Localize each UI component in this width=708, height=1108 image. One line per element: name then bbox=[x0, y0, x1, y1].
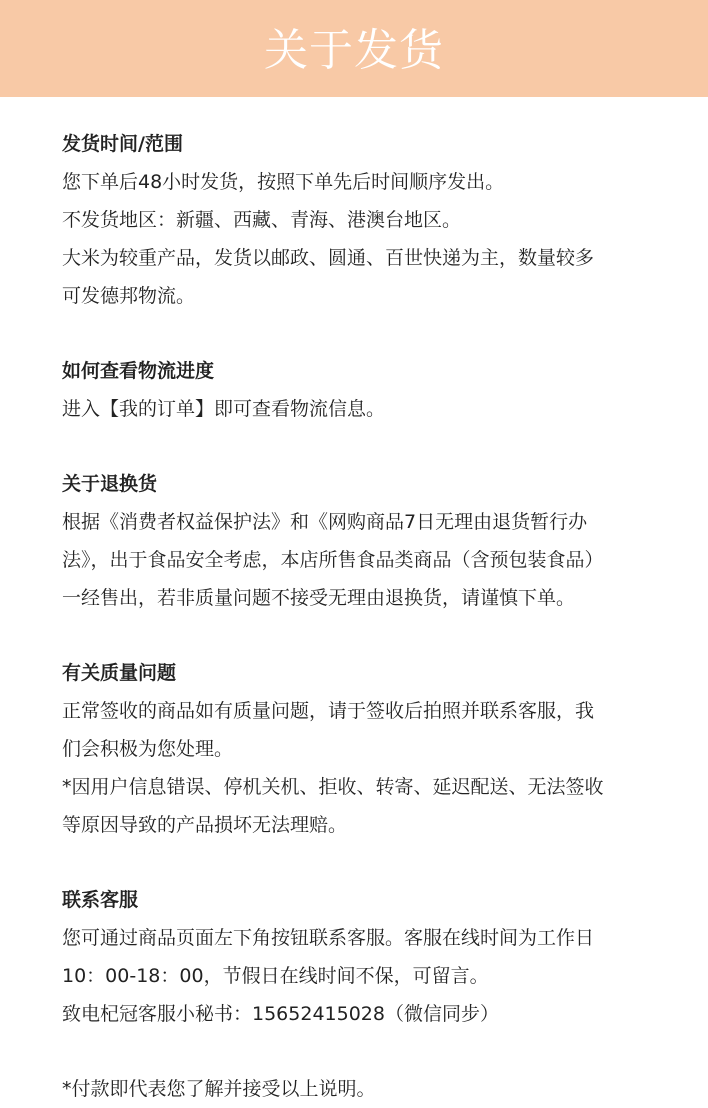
section-returns bbox=[62, 465, 662, 617]
section-line: 法》，出于食品安全考虑，本店所售食品类商品（含预包装食品） bbox=[62, 549, 604, 571]
section-line: 一经售出，若非质量问题不接受无理由退换货，请谨慎下单。 bbox=[62, 587, 576, 609]
section-line: 您可通过商品页面左下角按钮联系客服。客服在线时间为工作日 bbox=[62, 927, 595, 949]
section-line: 正常签收的商品如有质量问题，请于签收后拍照并联系客服，我 bbox=[62, 700, 595, 722]
section-line: 致电杞冠客服小秘书：15652415028（微信同步） bbox=[62, 1003, 499, 1025]
section-line: 可发德邦物流。 bbox=[62, 285, 196, 307]
section-contact bbox=[62, 881, 662, 1033]
section-line: 等原因导致的产品损坏无法理赔。 bbox=[62, 814, 348, 836]
page-title: 关于发货 bbox=[264, 24, 444, 76]
section-shipping-time bbox=[62, 125, 662, 315]
section-line: 不发货地区：新疆、西藏、青海、港澳台地区。 bbox=[62, 209, 462, 231]
section-line: 进入【我的订单】即可查看物流信息。 bbox=[62, 398, 386, 420]
section-title: 如何查看物流进度 bbox=[62, 360, 215, 382]
section-title: 发货时间/范围 bbox=[62, 133, 183, 155]
section-title: 关于退换货 bbox=[62, 473, 158, 495]
section-logistics bbox=[62, 352, 662, 428]
section-title: 有关质量问题 bbox=[62, 662, 177, 684]
section-quality bbox=[62, 654, 662, 844]
section-title: 联系客服 bbox=[62, 889, 139, 911]
section-line: *因用户信息错误、停机关机、拒收、转寄、延迟配送、无法签收 bbox=[62, 776, 604, 798]
section-line: 大米为较重产品，发货以邮政、圆通、百世快递为主，数量较多 bbox=[62, 247, 595, 269]
page-header bbox=[0, 0, 708, 97]
section-line: 您下单后48小时发货，按照下单先后时间顺序发出。 bbox=[62, 171, 505, 193]
section-line: 10：00-18：00，节假日在线时间不保，可留言。 bbox=[62, 965, 489, 987]
section-line: 们会积极为您处理。 bbox=[62, 738, 234, 760]
content-area bbox=[0, 97, 662, 1108]
footer-note: *付款即代表您了解并接受以上说明。 bbox=[62, 1078, 376, 1100]
section-line: 根据《消费者权益保护法》和《网购商品7日无理由退货暂行办 bbox=[62, 511, 588, 533]
